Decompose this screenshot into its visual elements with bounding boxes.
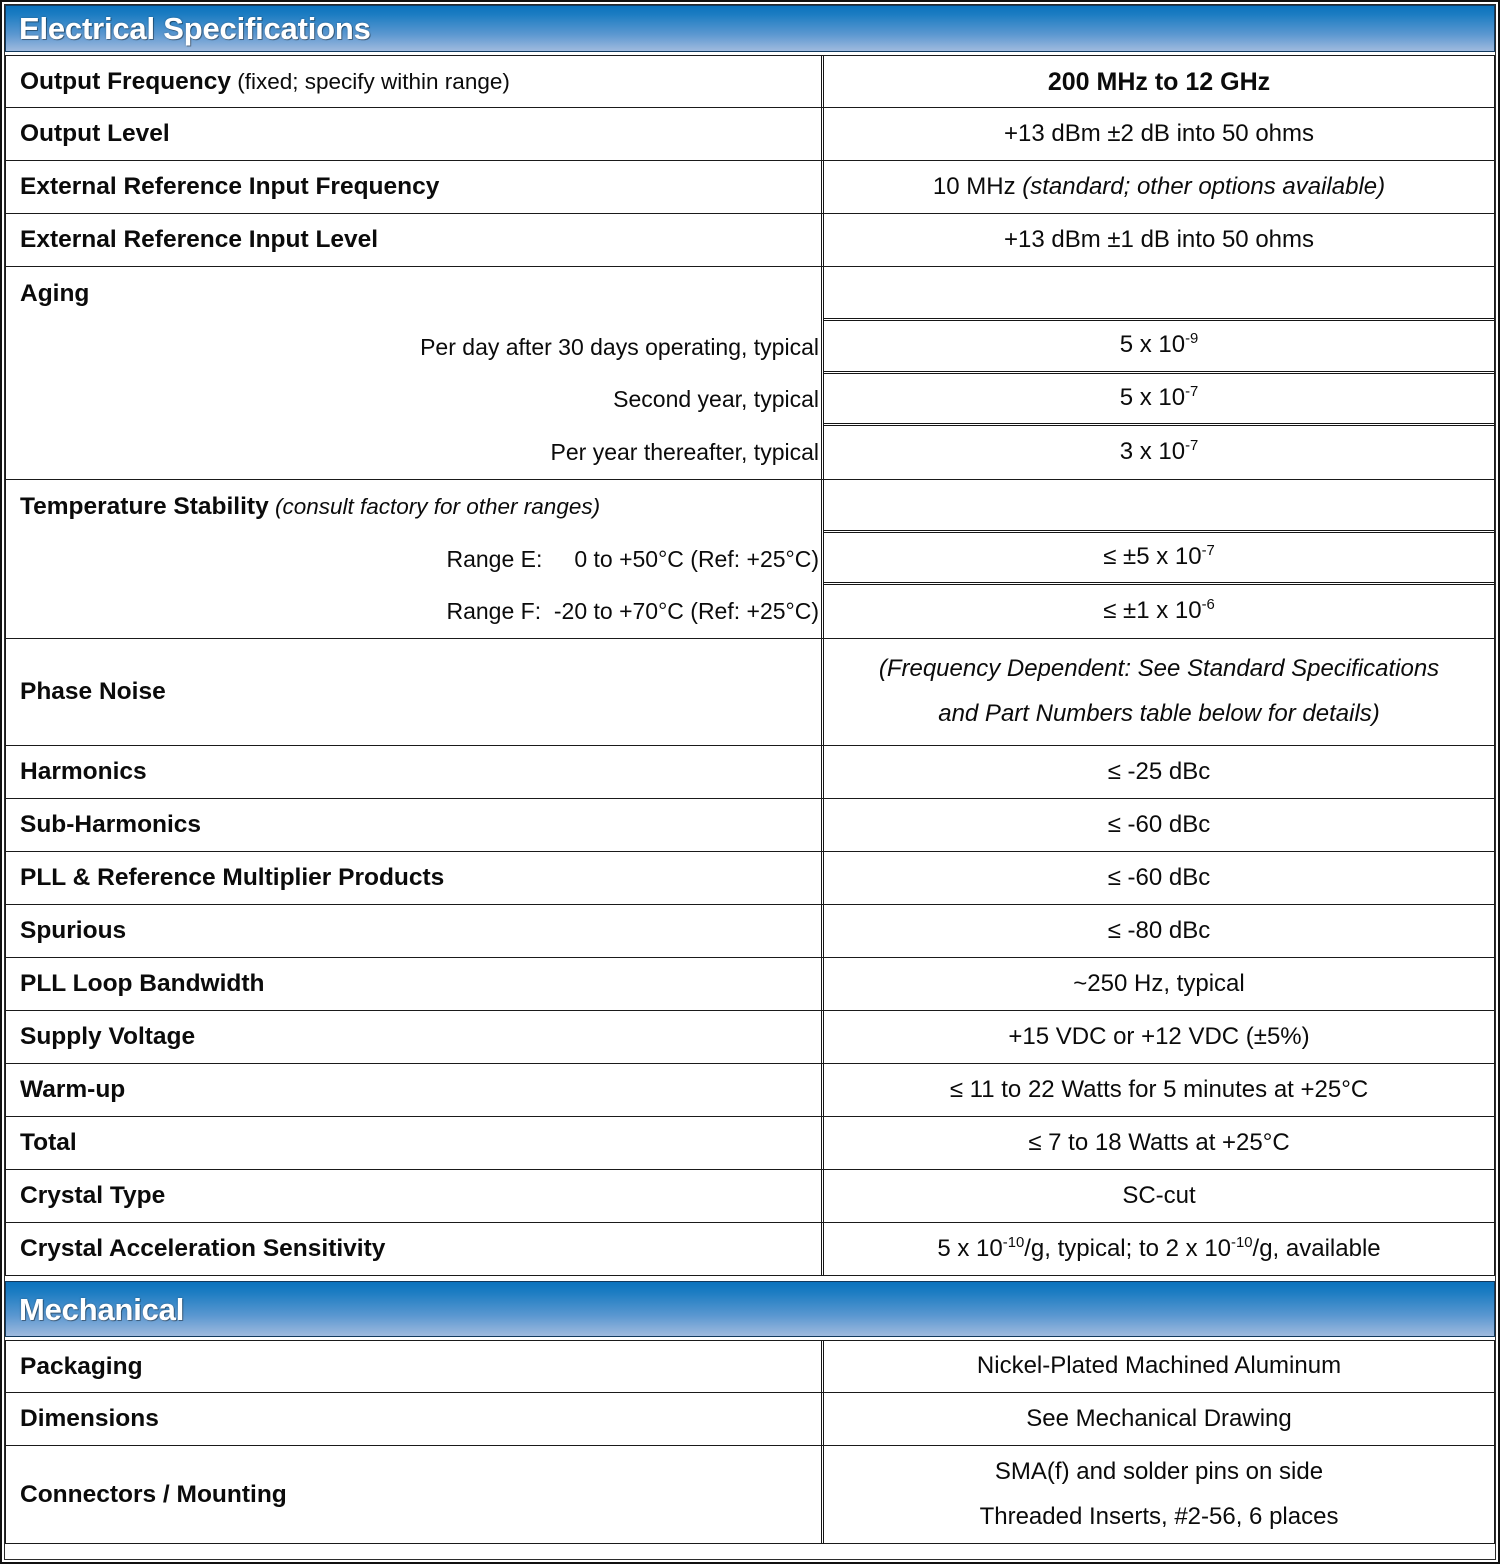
row-value-prefix: 10 MHz [932, 172, 1023, 200]
connector-line: Threaded Inserts, #2-56, 6 places [979, 1502, 1339, 1530]
row-value: +15 VDC or +12 VDC (±5%) [1008, 1022, 1310, 1050]
row-value-cell [824, 1064, 1494, 1116]
aging-value-mantissa: 5 x 10 [1119, 383, 1186, 411]
connector-line: SMA(f) and solder pins on side [994, 1457, 1324, 1485]
aging-label: Aging [20, 280, 90, 308]
table-row [5, 852, 1495, 905]
row-value [879, 655, 1439, 729]
table-row [5, 905, 1495, 958]
row-label-text: Output Frequency [20, 67, 231, 95]
row-value: ≤ 11 to 22 Watts for 5 minutes at +25°C [949, 1075, 1369, 1103]
section-title-electrical: Electrical Specifications [19, 11, 371, 46]
row-value [980, 1458, 1339, 1532]
row-label-note: (fixed; specify within range) [230, 68, 510, 94]
row-label-cell [6, 799, 824, 851]
row-label [20, 68, 510, 95]
row-value-cell [824, 639, 1494, 745]
phase-noise-line: and Part Numbers table below for details) [938, 700, 1380, 727]
accel-mantissa-1: 5 x 10 [937, 1234, 1003, 1262]
aging-value-cell [824, 374, 1494, 427]
table-row [5, 1117, 1495, 1170]
spec-table [5, 5, 1495, 1544]
row-label: PLL Loop Bandwidth [20, 970, 265, 998]
section-title-mechanical: Mechanical [19, 1291, 185, 1327]
row-value: See Mechanical Drawing [1026, 1404, 1292, 1432]
aging-value [1120, 384, 1199, 413]
temp-sublabel-text: Range F: -20 to +70°C (Ref: +25°C) [446, 598, 819, 625]
row-label-cell [6, 1393, 824, 1445]
row-label-cell [6, 161, 824, 213]
table-row [5, 55, 1495, 108]
row-label: Supply Voltage [20, 1023, 196, 1051]
row-value: ~250 Hz, typical [1073, 969, 1245, 997]
temp-label-column [6, 480, 824, 638]
temp-sublabel-text: Range E: 0 to +50°C (Ref: +25°C) [446, 545, 819, 572]
row-label-cell [6, 214, 824, 266]
aging-value [1120, 331, 1199, 360]
table-row [5, 1340, 1495, 1393]
temp-value-exponent: -6 [1201, 597, 1215, 614]
row-label: Warm-up [20, 1076, 126, 1104]
aging-blank-cell [824, 267, 1494, 321]
row-label: External Reference Input Frequency [20, 173, 440, 201]
row-value: ≤ -25 dBc [1107, 757, 1211, 785]
row-value-note: (standard; other options available) [1022, 172, 1386, 200]
row-value-cell [824, 746, 1494, 798]
table-row [5, 1446, 1495, 1544]
temp-label-text: Temperature Stability [20, 492, 269, 520]
table-row [5, 746, 1495, 799]
row-value-cell [824, 1393, 1494, 1445]
row-label-cell [6, 746, 824, 798]
row-value: ≤ -80 dBc [1107, 916, 1211, 944]
row-value-cell [824, 1170, 1494, 1222]
table-row [5, 1011, 1495, 1064]
table-row [5, 1393, 1495, 1446]
row-label-cell [6, 1223, 824, 1275]
aging-heading-cell [6, 267, 821, 321]
row-label-cell [6, 1117, 824, 1169]
row-value [933, 173, 1385, 202]
row-label-cell [6, 1341, 824, 1392]
row-label: Phase Noise [20, 678, 166, 706]
aging-value-mantissa: 5 x 10 [1119, 331, 1186, 359]
aging-sublabel-text: Per year thereafter, typical [550, 439, 819, 466]
temp-sublabel [6, 533, 821, 586]
table-row [5, 1223, 1495, 1276]
row-value-cell [824, 799, 1494, 851]
temp-value-mantissa: ≤ ±5 x 10 [1103, 543, 1202, 571]
aging-sublabel-text: Per day after 30 days operating, typical [420, 333, 819, 360]
row-label: Packaging [20, 1352, 143, 1380]
row-label-cell [6, 1446, 824, 1543]
aging-group [5, 267, 1495, 480]
temp-value [1103, 543, 1215, 572]
temp-label [20, 493, 600, 520]
temp-value-cell [824, 533, 1494, 586]
row-value-cell [824, 1117, 1494, 1169]
row-value-cell [824, 56, 1494, 107]
row-label-cell [6, 1064, 824, 1116]
section-header-mechanical [5, 1281, 1495, 1337]
row-value: +13 dBm ±2 dB into 50 ohms [1003, 119, 1315, 147]
temp-value-column [824, 480, 1494, 638]
row-label-cell [6, 1170, 824, 1222]
section-header-electrical [5, 5, 1495, 52]
row-value-cell [824, 161, 1494, 213]
aging-value-mantissa: 3 x 10 [1119, 438, 1186, 466]
aging-value-exponent: -7 [1185, 383, 1199, 400]
row-value-cell [824, 1341, 1494, 1392]
row-value [937, 1235, 1380, 1264]
table-row [5, 214, 1495, 267]
aging-sublabel-text: Second year, typical [613, 386, 819, 413]
temp-value-cell [824, 585, 1494, 638]
row-value: ≤ -60 dBc [1107, 863, 1211, 891]
row-value: +13 dBm ±1 dB into 50 ohms [1003, 225, 1315, 253]
aging-value-exponent: -7 [1185, 438, 1199, 455]
accel-exponent-1: -10 [1002, 1234, 1025, 1251]
temp-value-exponent: -7 [1201, 543, 1215, 560]
accel-mid-text: /g, typical; to 2 x 10 [1024, 1234, 1232, 1262]
table-row [5, 161, 1495, 214]
row-value: SC-cut [1122, 1181, 1196, 1209]
row-value: ≤ 7 to 18 Watts at +25°C [1028, 1128, 1290, 1156]
row-label: Sub-Harmonics [20, 811, 202, 839]
row-label-cell [6, 1011, 824, 1063]
row-label: Crystal Acceleration Sensitivity [20, 1235, 386, 1263]
row-label-cell [6, 108, 824, 160]
row-label-cell [6, 56, 824, 107]
row-value-cell [824, 958, 1494, 1010]
row-value-cell [824, 108, 1494, 160]
row-label-cell [6, 905, 824, 957]
temp-value [1103, 597, 1215, 626]
row-label: Connectors / Mounting [20, 1480, 287, 1508]
table-row [5, 799, 1495, 852]
aging-sublabel [6, 374, 821, 427]
row-value: 200 MHz to 12 GHz [1047, 67, 1271, 96]
row-value-cell [824, 214, 1494, 266]
temp-value-mantissa: ≤ ±1 x 10 [1103, 597, 1202, 625]
aging-value-column [824, 267, 1494, 479]
row-label: External Reference Input Level [20, 226, 379, 254]
row-label: Harmonics [20, 758, 147, 786]
row-value-cell [824, 1011, 1494, 1063]
temp-sublabel [6, 585, 821, 638]
table-row [5, 958, 1495, 1011]
temperature-stability-group [5, 480, 1495, 639]
row-label: Dimensions [20, 1405, 159, 1433]
table-row [5, 1064, 1495, 1117]
row-value: Nickel-Plated Machined Aluminum [976, 1352, 1342, 1380]
row-value: ≤ -60 dBc [1107, 810, 1211, 838]
row-label: Crystal Type [20, 1182, 166, 1210]
aging-value-exponent: -9 [1185, 331, 1199, 348]
row-value-cell [824, 1223, 1494, 1275]
aging-sublabel [6, 426, 821, 479]
row-label-cell [6, 958, 824, 1010]
accel-exponent-2: -10 [1231, 1234, 1253, 1251]
aging-value-cell [824, 321, 1494, 374]
temp-heading-cell [6, 480, 821, 533]
table-row [5, 639, 1495, 746]
aging-label-column [6, 267, 824, 479]
table-row [5, 1170, 1495, 1223]
row-label-cell [6, 639, 824, 745]
row-label-cell [6, 852, 824, 904]
aging-value-cell [824, 426, 1494, 479]
row-label: Total [20, 1129, 77, 1157]
table-row [5, 108, 1495, 161]
aging-value [1120, 438, 1199, 467]
aging-sublabel [6, 321, 821, 374]
phase-noise-line: (Frequency Dependent: See Standard Specifications [878, 655, 1440, 683]
row-value-cell [824, 905, 1494, 957]
temp-label-note: (consult factory for other ranges) [268, 493, 601, 519]
row-value-cell [824, 852, 1494, 904]
temp-blank-cell [824, 480, 1494, 533]
row-label: Output Level [20, 120, 170, 148]
row-label: Spurious [20, 917, 127, 945]
row-label: PLL & Reference Multiplier Products [20, 864, 445, 892]
accel-tail-text: /g, available [1252, 1234, 1381, 1262]
row-value-cell [824, 1446, 1494, 1543]
